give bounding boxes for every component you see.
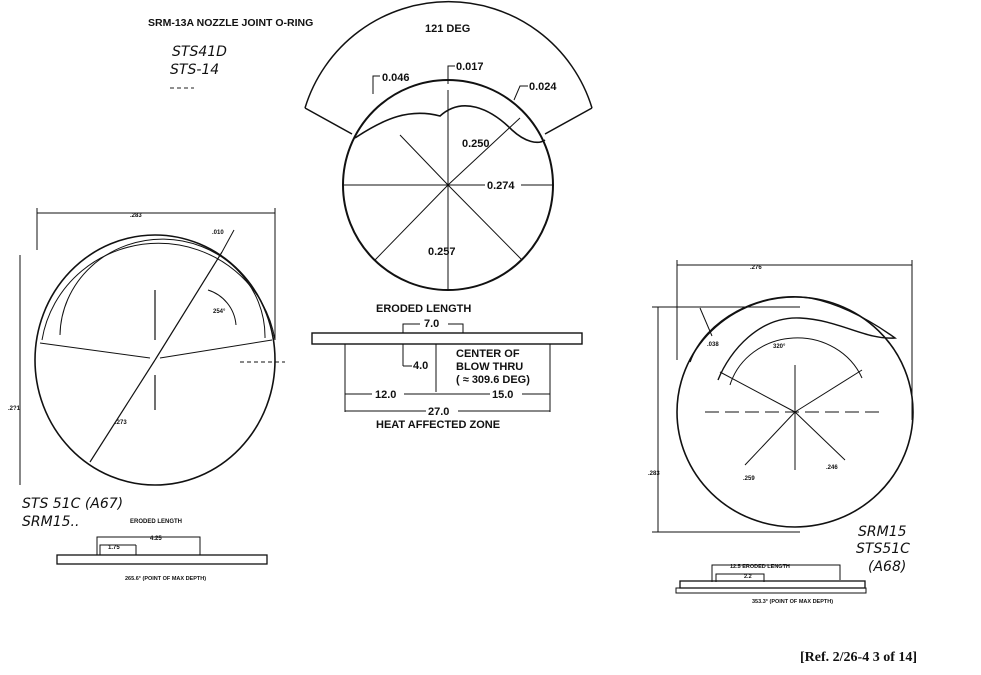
left-radial-sw xyxy=(90,360,155,462)
leader-0017 xyxy=(448,66,455,84)
center-strip-bar xyxy=(312,333,582,344)
right-oring-diagram xyxy=(648,260,913,605)
right-handwritten-mission: STS51C xyxy=(856,541,910,557)
right-depth-leader xyxy=(700,308,712,336)
right-radial-sw xyxy=(745,412,795,465)
right-angle-label: 320° xyxy=(773,344,786,350)
right-handwritten-ref: (A68) xyxy=(868,559,907,575)
left-radial-e xyxy=(160,340,272,358)
radial-dim-1: 0.274 xyxy=(487,180,515,192)
center-total-span: 27.0 xyxy=(428,406,450,418)
left-angle-label: 254° xyxy=(213,309,226,315)
center-spoke-nw xyxy=(400,135,448,185)
left-eroded-arc-outer xyxy=(42,243,275,340)
erosion-depth-0: 0.046 xyxy=(382,72,410,84)
page-title: SRM-13A NOZZLE JOINT O-RING xyxy=(148,17,314,29)
right-strip-title: 12.5 ERODED LENGTH xyxy=(730,564,790,570)
left-handwritten-flight: SRM15.. xyxy=(22,514,80,530)
left-radial-w xyxy=(40,343,150,358)
center-arc-end-right xyxy=(545,108,592,134)
center-arc-end-left xyxy=(305,108,352,134)
right-strip-short: 2.2 xyxy=(744,574,752,580)
center-left-span: 12.0 xyxy=(375,389,397,401)
left-strip-long: 4.25 xyxy=(150,536,162,542)
center-note-line-2: BLOW THRU xyxy=(456,361,524,373)
center-note-line-3: ( ≈ 309.6 DEG) xyxy=(456,374,530,386)
right-radial-ne xyxy=(795,370,862,412)
right-strip-bar-a xyxy=(680,581,865,588)
center-strip-title: ERODED LENGTH xyxy=(376,303,472,315)
erosion-depth-2: 0.024 xyxy=(529,81,557,93)
left-strip-title: ERODED LENGTH xyxy=(130,519,183,525)
right-strip-bar-b xyxy=(676,588,866,593)
radial-dim-0: 0.250 xyxy=(462,138,490,150)
leader-0024 xyxy=(514,86,528,100)
left-erosion-depth: .010 xyxy=(212,230,224,236)
right-radial-dim-1: .246 xyxy=(826,465,838,471)
right-angle-arc xyxy=(730,338,862,385)
radial-dim-2: 0.257 xyxy=(428,246,456,258)
center-eroded-length: 7.0 xyxy=(424,318,440,330)
right-radial-dim-0: .259 xyxy=(743,476,755,482)
center-right-span: 15.0 xyxy=(492,389,514,401)
left-oring-diagram xyxy=(8,208,285,582)
left-angle-arc xyxy=(208,290,236,325)
center-spoke-ne xyxy=(448,118,520,185)
handwritten-note-mission: STS41D xyxy=(172,44,227,60)
left-side-height: .2?1 xyxy=(8,406,21,412)
left-radial-ne xyxy=(155,252,222,360)
left-strip-short: 1.75 xyxy=(108,545,120,551)
center-zone-label: HEAT AFFECTED ZONE xyxy=(376,419,501,431)
right-radial-se xyxy=(795,412,845,460)
right-strip-point-note: 353.3° (POINT OF MAX DEPTH) xyxy=(752,599,834,605)
left-handwritten-mission: STS 51C (A67) xyxy=(22,496,124,512)
left-radial-dim: .273 xyxy=(115,420,127,426)
erosion-depth-1: 0.017 xyxy=(456,61,484,73)
left-strip-bar xyxy=(57,555,267,564)
page-reference: [Ref. 2/26-4 3 of 14] xyxy=(800,650,918,665)
right-radial-nw xyxy=(720,372,795,412)
left-strip-point-note: 265.6° (POINT OF MAX DEPTH) xyxy=(125,576,207,582)
leader-0046 xyxy=(373,76,380,94)
right-top-width: .276 xyxy=(750,265,762,271)
center-spoke-se xyxy=(448,185,522,260)
right-handwritten-motor: SRM15 xyxy=(858,524,907,540)
right-erosion-depth: .038 xyxy=(707,342,719,348)
center-oring-diagram xyxy=(305,2,592,431)
left-top-width: .283 xyxy=(130,213,142,219)
center-note-line-1: CENTER OF xyxy=(456,348,520,360)
left-depth-leader xyxy=(222,230,234,252)
center-arc-label: 121 DEG xyxy=(425,23,471,35)
handwritten-note-flight: STS-14 xyxy=(170,62,220,78)
center-erosion-profile xyxy=(355,106,545,143)
right-side-height: .283 xyxy=(648,471,660,477)
center-offset: 4.0 xyxy=(413,360,429,372)
